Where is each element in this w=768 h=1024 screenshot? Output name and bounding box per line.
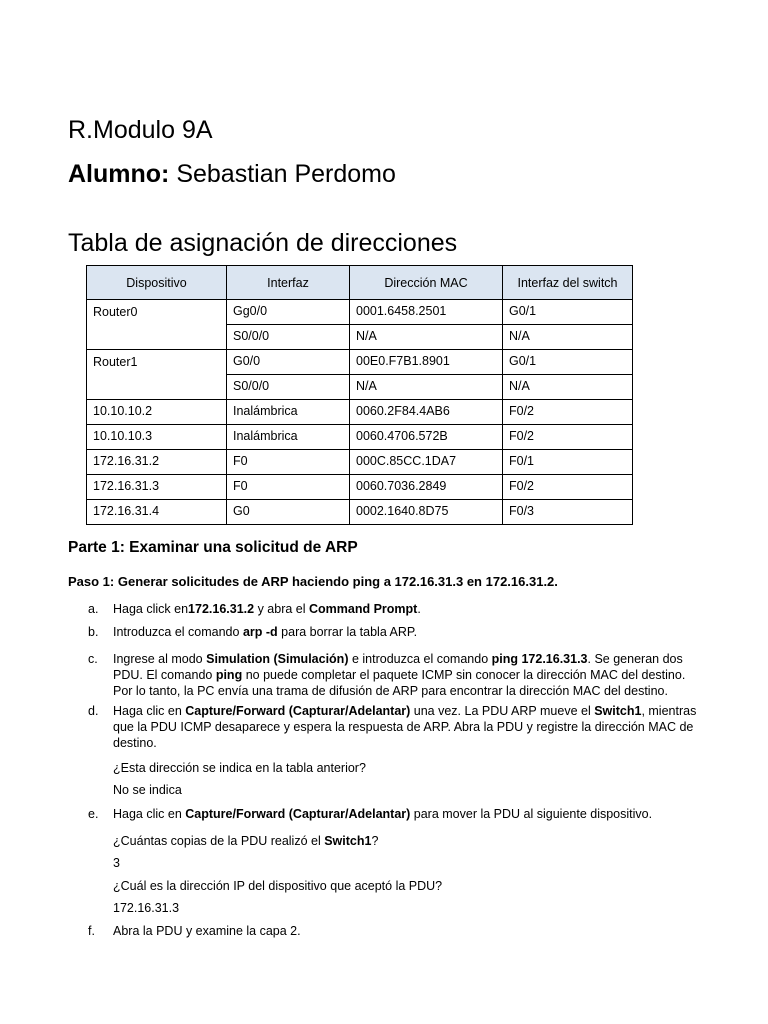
cell-switch-interface: F0/1 [503, 450, 633, 475]
table-row [87, 500, 633, 525]
text: , mientras que la PDU ICMP desaparece y espera la respuesta de ARP. Abra la PDU y registre la dirección MAC de destino. [113, 704, 697, 750]
bold-text: Capture/Forward (Capturar/Adelantar) [185, 704, 411, 718]
text: Introduzca el comando [113, 625, 243, 639]
table-row [87, 350, 633, 375]
step1-heading: Paso 1: Generar solicitudes de ARP haciendo ping a 172.16.31.3 en 172.16.31.2. [68, 574, 558, 589]
list-marker: e. [88, 807, 99, 821]
cell-switch-interface: F0/2 [503, 400, 633, 425]
list-item-f [88, 923, 708, 939]
text: para mover la PDU al siguiente dispositivo. [410, 807, 653, 821]
answer-d: No se indica [113, 783, 182, 797]
bold-text: Simulation (Simulación) [206, 652, 349, 666]
text: Haga clic en [113, 807, 186, 821]
student-label: Alumno: [68, 160, 170, 188]
table-row [87, 425, 633, 450]
document-title: R.Modulo 9A [68, 116, 213, 144]
cell-mac: 0060.4706.572B [350, 425, 503, 450]
student-name: Sebastian Perdomo [176, 160, 396, 188]
bold-text: Switch1 [324, 834, 372, 848]
cell-mac: 0060.7036.2849 [350, 475, 503, 500]
part1-heading: Parte 1: Examinar una solicitud de ARP [68, 539, 358, 556]
cell-switch-interface: G0/1 [503, 300, 633, 325]
header-interface: Interfaz [227, 266, 350, 300]
cell-switch-interface: F0/2 [503, 475, 633, 500]
table-header-row [87, 266, 633, 300]
bold-text: 172.16.31.2 [188, 602, 255, 616]
list-item-c [88, 651, 708, 699]
text: Haga clic en [113, 704, 186, 718]
question-d: ¿Esta dirección se indica en la tabla anterior? [113, 761, 366, 775]
bold-text: ping [215, 668, 243, 682]
text: una vez. La PDU ARP mueve el [410, 704, 595, 718]
text: para borrar la tabla ARP. [277, 625, 418, 639]
text: ? [371, 834, 379, 848]
bold-text: ping 172.16.31.3 [491, 652, 588, 666]
cell-mac: 0002.1640.8D75 [350, 500, 503, 525]
cell-device: 172.16.31.4 [87, 500, 227, 525]
text: Ingrese al modo [113, 652, 207, 666]
cell-device: 172.16.31.2 [87, 450, 227, 475]
cell-switch-interface: F0/2 [503, 425, 633, 450]
answer-e1: 3 [113, 856, 120, 870]
text: . [417, 602, 421, 616]
list-marker: c. [88, 652, 98, 666]
list-item-d [88, 703, 708, 751]
cell-device: 10.10.10.2 [87, 400, 227, 425]
cell-interface: S0/0/0 [227, 375, 350, 400]
text: e introduzca el comando [348, 652, 492, 666]
table-title: Tabla de asignación de direcciones [68, 229, 458, 257]
list-marker: b. [88, 625, 99, 639]
cell-mac: 000C.85CC.1DA7 [350, 450, 503, 475]
text: y abra el [254, 602, 309, 616]
table-row [87, 400, 633, 425]
cell-mac: 0060.2F84.4AB6 [350, 400, 503, 425]
text: . Se generan dos PDU. El comando [113, 652, 683, 682]
list-marker: a. [88, 602, 99, 616]
text: Abra la PDU y examine la capa 2. [113, 924, 301, 938]
cell-interface: Inalámbrica [227, 425, 350, 450]
cell-interface: F0 [227, 450, 350, 475]
cell-switch-interface: N/A [503, 325, 633, 350]
question-e1 [113, 833, 378, 849]
cell-device: 172.16.31.3 [87, 475, 227, 500]
cell-interface: G0 [227, 500, 350, 525]
cell-interface: F0 [227, 475, 350, 500]
cell-mac: N/A [350, 325, 503, 350]
bold-text: Capture/Forward (Capturar/Adelantar) [185, 807, 411, 821]
header-device: Dispositivo [87, 266, 227, 300]
text: Haga click en [113, 602, 189, 616]
bold-text: Switch1 [594, 704, 642, 718]
list-item-e [88, 806, 708, 822]
text: ¿Cuántas copias de la PDU realizó el [113, 834, 325, 848]
cell-switch-interface: N/A [503, 375, 633, 400]
table-row [87, 475, 633, 500]
text: no puede completar el paquete ICMP sin conocer la dirección MAC del destino. Por lo tanto, la PC envía una trama de difusión de ARP para encontrar la dirección MAC del destino. [113, 668, 686, 698]
cell-mac: 0001.6458.2501 [350, 300, 503, 325]
address-table [86, 265, 633, 525]
student-line [68, 158, 396, 190]
list-item-b [88, 624, 708, 640]
answer-e2: 172.16.31.3 [113, 901, 180, 915]
table-row [87, 300, 633, 325]
cell-device: Router0 [87, 300, 227, 350]
question-e2: ¿Cuál es la dirección IP del dispositivo que aceptó la PDU? [113, 879, 443, 893]
header-switch-interface: Interfaz del switch [503, 266, 633, 300]
cell-interface: G0/0 [227, 350, 350, 375]
header-mac: Dirección MAC [350, 266, 503, 300]
list-marker: d. [88, 704, 99, 718]
cell-device: Router1 [87, 350, 227, 400]
cell-interface: S0/0/0 [227, 325, 350, 350]
cell-mac: 00E0.F7B1.8901 [350, 350, 503, 375]
cell-interface: Inalámbrica [227, 400, 350, 425]
cell-switch-interface: F0/3 [503, 500, 633, 525]
list-marker: f. [88, 924, 95, 938]
cell-mac: N/A [350, 375, 503, 400]
cell-switch-interface: G0/1 [503, 350, 633, 375]
cell-device: 10.10.10.3 [87, 425, 227, 450]
cell-interface: Gg0/0 [227, 300, 350, 325]
bold-text: arp -d [242, 625, 278, 639]
table-row [87, 450, 633, 475]
bold-text: Command Prompt [308, 602, 418, 616]
list-item-a [88, 601, 708, 617]
